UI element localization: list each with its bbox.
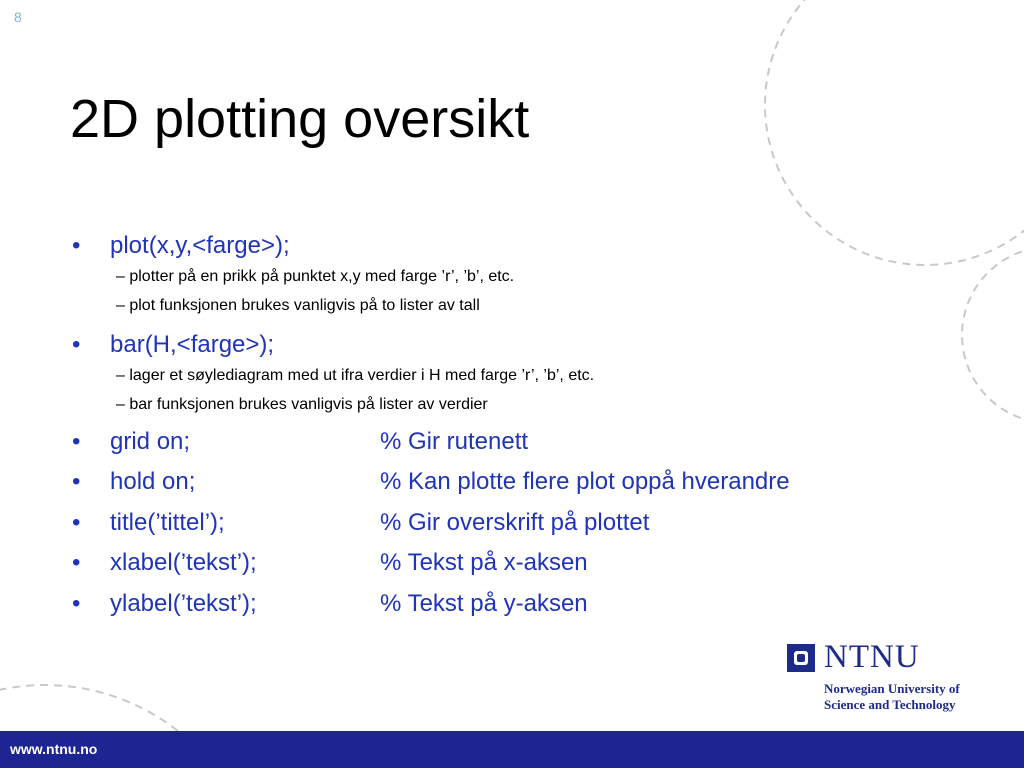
bullet-comment: % Gir overskrift på plottet	[380, 509, 650, 536]
bullet-marker: •	[72, 331, 81, 358]
logo-wordmark: NTNU	[824, 639, 920, 675]
logo-subtitle-line2: Science and Technology	[824, 697, 956, 712]
footer-url-link[interactable]: www.ntnu.no	[10, 741, 98, 757]
bullet-command: title(’tittel’);	[110, 509, 225, 536]
bullet-marker: •	[72, 468, 81, 495]
decor-circle-right	[962, 247, 1024, 423]
bullet-command: ylabel(’tekst’);	[110, 590, 257, 617]
bullet-command: xlabel(’tekst’);	[110, 549, 257, 576]
bullet-marker: •	[72, 549, 81, 576]
bullet-marker: •	[72, 509, 81, 536]
bullet-comment: % Kan plotte flere plot oppå hverandre	[380, 468, 790, 495]
sub-item: – plotter på en prikk på punktet x,y med farge ’r’, ’b’, etc.	[116, 268, 515, 285]
sub-item: – bar funksjonen brukes vanligvis på lister av verdier	[116, 396, 488, 413]
slide-title: 2D plotting oversikt	[70, 89, 530, 149]
bullet-command: bar(H,<farge>);	[110, 331, 275, 358]
footer-bar	[0, 731, 1024, 768]
bullet-comment: % Tekst på y-aksen	[380, 590, 588, 617]
bullet-marker: •	[72, 232, 81, 259]
bullet-command: plot(x,y,<farge>);	[110, 232, 290, 259]
bullet-command: grid on;	[110, 428, 191, 455]
bullet-marker: •	[72, 428, 81, 455]
bullet-command: hold on;	[110, 468, 196, 495]
bullet-marker: •	[72, 590, 81, 617]
decor-circle-large	[765, 0, 1024, 265]
sub-item: – lager et søylediagram med ut ifra verdier i H med farge ’r’, ’b’, etc.	[116, 367, 595, 384]
bullet-comment: % Gir rutenett	[380, 428, 529, 455]
slide-number: 8	[14, 9, 22, 25]
sub-item: – plot funksjonen brukes vanligvis på to lister av tall	[116, 297, 480, 314]
logo-subtitle-line1: Norwegian University of	[824, 681, 960, 696]
ntnu-logo-icon	[787, 644, 815, 672]
bullet-comment: % Tekst på x-aksen	[380, 549, 588, 576]
